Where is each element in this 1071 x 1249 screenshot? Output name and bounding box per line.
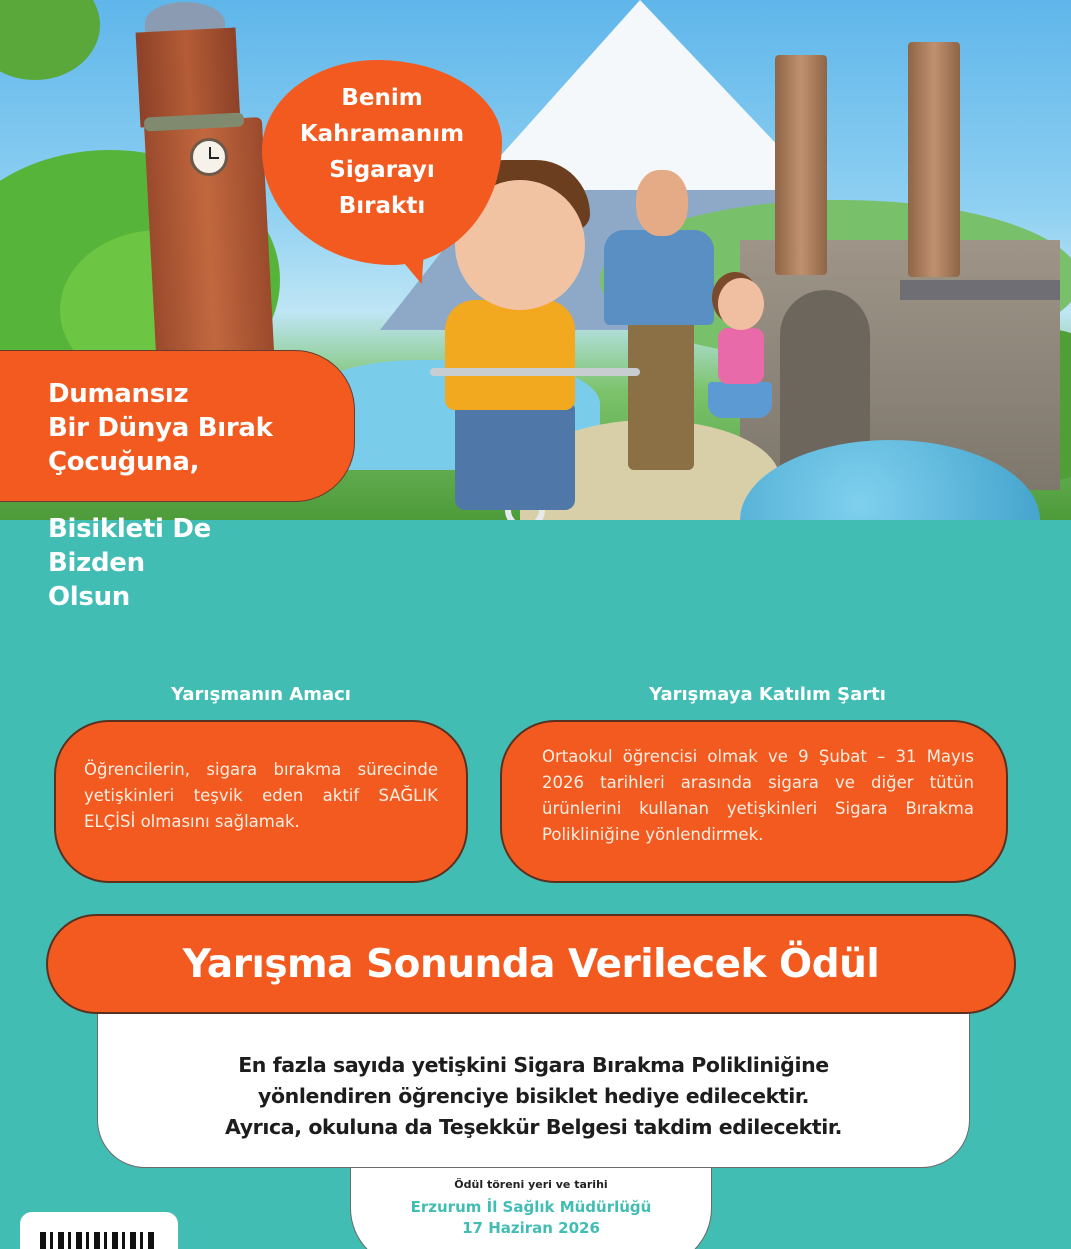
speech-line: Sigarayı [329, 156, 435, 183]
slogan-sub-line: Bisikleti De [48, 514, 211, 544]
ceremony-label: Ödül töreni yeri ve tarihi [454, 1178, 608, 1191]
boy-figure [445, 300, 575, 410]
prize-line: En fazla sayıda yetişkini Sigara Bırakma Polikliniğine [238, 1053, 829, 1077]
tree-leaves [0, 0, 100, 80]
participation-text: Ortaokul öğrencisi olmak ve 9 Şubat – 31 Mayıs 2026 tarihleri arasında sigara ve diğer tütün ürünlerini kullanan yetişkinleri Sigara Bırakma Polikliniğine yönlendirmek. [542, 746, 974, 844]
speech-line: Kahramanım [299, 120, 465, 147]
slogan-panel [0, 350, 355, 502]
prize-line: yönlendiren öğrenciye bisiklet hediye edilecektir. [257, 1084, 810, 1108]
girl-skirt [708, 382, 772, 418]
prize-title: Yarışma Sonunda Verilecek Ödül [182, 941, 880, 987]
prize-description [97, 990, 970, 1168]
slogan-line: Dumansız [48, 379, 189, 409]
slogan-sub-line: Olsun [48, 582, 131, 612]
slogan-subtitle [48, 512, 211, 614]
prize-header [46, 914, 1016, 1014]
boy-legs [455, 400, 575, 510]
participation-card [500, 720, 1008, 883]
purpose-title: Yarışmanın Amacı [171, 684, 351, 705]
purpose-card [54, 720, 468, 883]
father-head [636, 170, 688, 236]
qr-code-card[interactable] [20, 1212, 178, 1249]
clock-icon [190, 138, 228, 176]
slogan-line: Bir Dünya Bırak [48, 413, 273, 443]
speech-line: Benim [341, 84, 423, 111]
girl-head [718, 278, 764, 330]
speech-line: Bıraktı [338, 192, 426, 219]
purpose-text: Öğrencilerin, sigara bırakma sürecinde yetişkinleri teşvik eden aktif SAĞLIK ELÇİSİ olmasını sağlamak. [84, 759, 438, 831]
girl-figure [718, 328, 764, 384]
ceremony-place: Erzurum İl Sağlık Müdürlüğü [410, 1198, 652, 1216]
father-figure [604, 230, 714, 325]
minaret-icon [775, 55, 827, 275]
slogan-line: Çocuğuna, [48, 447, 200, 477]
qr-code-icon[interactable] [40, 1232, 158, 1249]
ceremony-info [350, 1168, 712, 1249]
slogan-sub-line: Bizden [48, 548, 145, 578]
ceremony-date: 17 Haziran 2026 [462, 1219, 600, 1237]
father-legs [628, 320, 694, 470]
bicycle-icon [430, 368, 640, 376]
minaret-icon [908, 42, 960, 277]
madrasa-roof [900, 280, 1060, 300]
participation-title: Yarışmaya Katılım Şartı [649, 684, 886, 705]
prize-line: Ayrıca, okuluna da Teşekkür Belgesi takdim edilecektir. [224, 1115, 843, 1139]
